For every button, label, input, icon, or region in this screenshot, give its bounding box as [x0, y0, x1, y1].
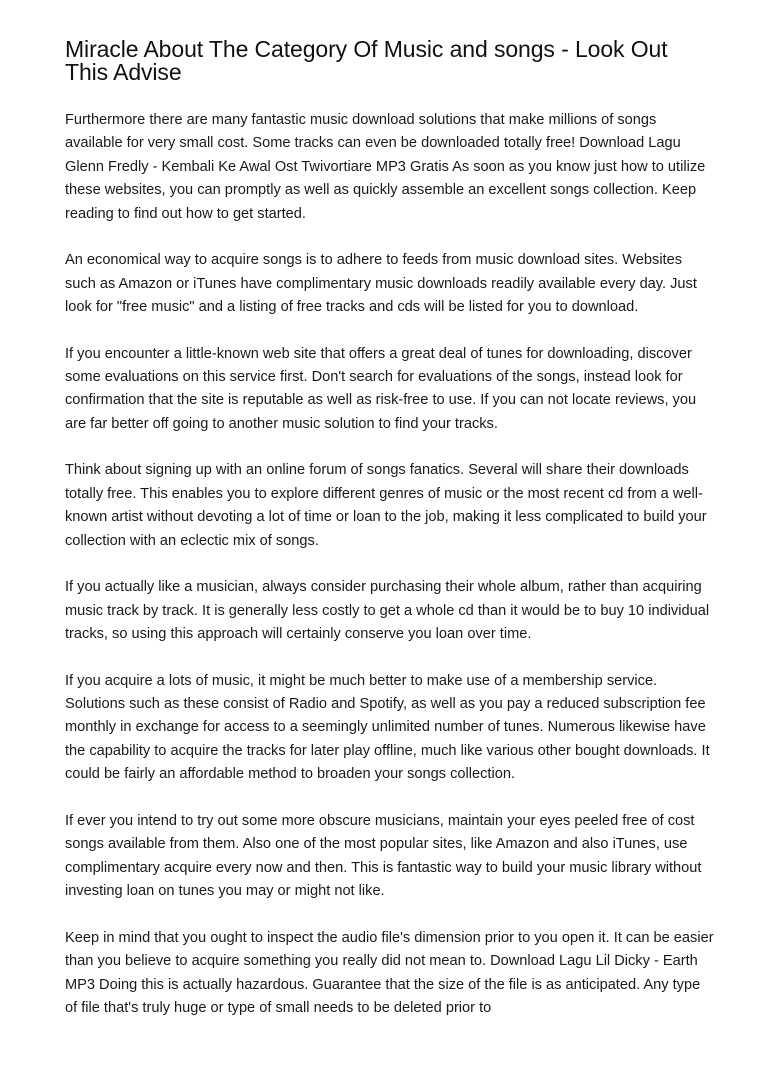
paragraph-online-forum: Think about signing up with an online forum of songs fanatics. Several will share their downloads totally free. This enables you to explore different genres of music or the most recent cd from a well-known artist without devoting a lot of time or loan to the job, making it less complicated to build your collection with an eclectic mix of songs.	[65, 462, 707, 549]
document-page	[65, 38, 715, 1044]
paragraph-intro: Furthermore there are many fantastic music download solutions that make millions of songs available for very small cost. Some tracks can even be downloaded totally free! Download Lagu Glenn Fredly - Kembali Ke Awal Ost Twivortiare MP3 Gratis As soon as you know just how to utilize these websites, you can promptly as well as quickly assemble an excellent songs collection. Keep reading to find out how to get started.	[65, 112, 706, 222]
paragraph-file-dimension: Keep in mind that you ought to inspect the audio file's dimension prior to you open it. It can be easier than you believe to acquire something you really did not mean to. Download Lagu Lil Dicky - Earth MP3 Doing this is actually hazardous. Guarantee that the size of the file is as anticipated. Any type of file that's truly huge or type of small needs to be deleted prior to	[65, 929, 714, 1016]
paragraph-obscure-musicians: If ever you intend to try out some more obscure musicians, maintain your eyes peeled free of cost songs available from them. Also one of the most popular sites, like Amazon and also iTunes, use complimentary acquire every now and then. This is fantastic way to build your music library without investing loan on tunes you may or might not like.	[65, 812, 702, 900]
paragraph-membership-service: If you acquire a lots of music, it might be much better to make use of a membership service. Solutions such as these consist of Radio and Spotify, as well as you pay a reduced subscription fee monthly in exchange for access to a seemingly unlimited number of tunes. Numerous likewise have the capability to acquire the tracks for later play offline, much like various other bought downloads. It could be fairly an affordable method to broaden your songs collection.	[65, 672, 710, 783]
paragraph-economical-way: An economical way to acquire songs is to adhere to feeds from music download sites. Websites such as Amazon or iTunes have complimentary music downloads readily available every day. Just look for "free music" and a listing of free tracks and cds will be listed for you to download.	[65, 252, 697, 316]
paragraph-whole-album: If you actually like a musician, always consider purchasing their whole album, rather than acquiring music track by track. It is generally less costly to get a whole cd than it would be to buy 10 individual tracks, so using this approach will certainly conserve you loan over time.	[65, 579, 710, 643]
document-title: Miracle About The Category Of Music and songs - Look Out This Advise	[65, 36, 668, 85]
paragraph-little-known-site: If you encounter a little-known web site that offers a great deal of tunes for downloading, discover some evaluations on this service first. Don't search for evaluations of the songs, instead look for confirmation that the site is reputable as well as risk-free to use. If you can not locate reviews, you are far better off going to another music solution to find your tracks.	[65, 345, 697, 432]
